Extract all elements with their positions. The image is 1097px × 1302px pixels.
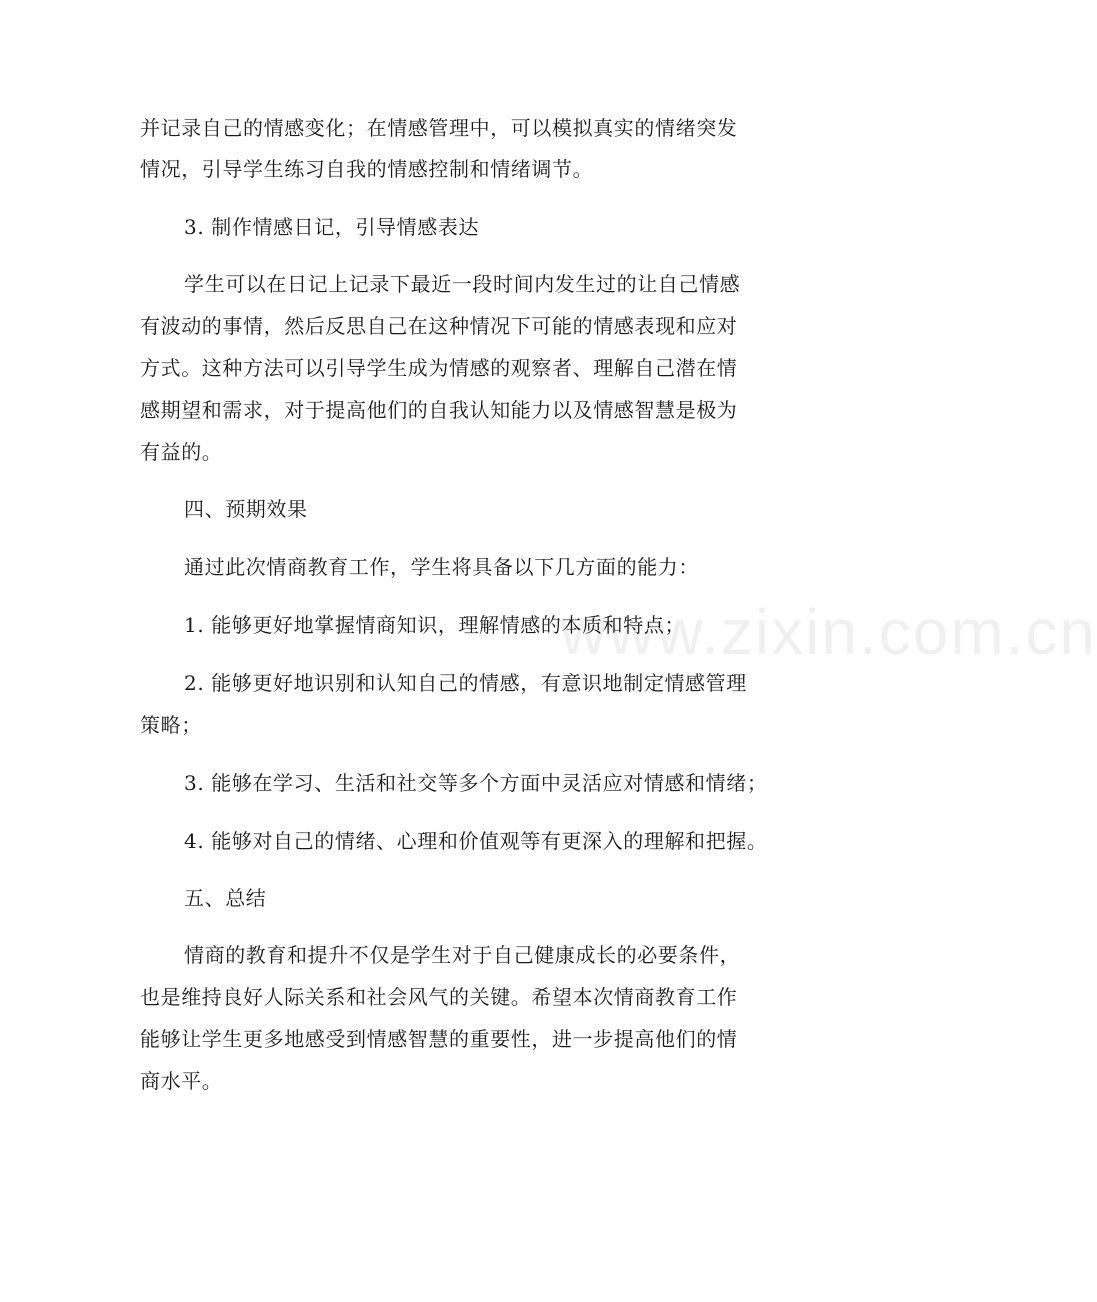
paragraph-line: 学生可以在日记上记录下最近一段时间内发生过的让自己情感: [184, 272, 741, 296]
paragraph-line: 商水平。: [140, 1069, 223, 1093]
list-item: 1. 能够更好地掌握情商知识，理解情感的本质和特点；: [184, 613, 686, 637]
subsection-heading: 3. 制作情感日记，引导情感表达: [184, 215, 480, 239]
list-item-continuation: 策略；: [140, 713, 202, 737]
paragraph-line: 情商的教育和提升不仅是学生对于自己健康成长的必要条件，: [184, 943, 741, 967]
paragraph-line: 通过此次情商教育工作，学生将具备以下几方面的能力：: [184, 555, 699, 579]
paragraph-line: 也是维持良好人际关系和社会风气的关键。希望本次情商教育工作: [140, 985, 738, 1009]
list-item: 2. 能够更好地识别和认知自己的情感，有意识地制定情感管理: [184, 671, 747, 695]
paragraph-line: 方式。这种方法可以引导学生成为情感的观察者、理解自己潜在情: [140, 356, 738, 380]
paragraph-line: 能够让学生更多地感受到情感智慧的重要性，进一步提高他们的情: [140, 1027, 738, 1051]
section-heading: 五、总结: [184, 886, 267, 910]
section-heading: 四、预期效果: [184, 497, 308, 521]
paragraph-line: 感期望和需求，对于提高他们的自我认知能力以及情感智慧是极为: [140, 398, 738, 422]
watermark: www.zixin.com.cn: [560, 596, 1097, 668]
list-item: 3. 能够在学习、生活和社交等多个方面中灵活应对情感和情绪；: [184, 771, 768, 795]
list-item: 4. 能够对自己的情绪、心理和价值观等有更深入的理解和把握。: [184, 829, 768, 853]
paragraph-line: 情况，引导学生练习自我的情感控制和情绪调节。: [140, 157, 594, 181]
paragraph-line: 有益的。: [140, 440, 223, 464]
paragraph-line: 有波动的事情，然后反思自己在这种情况下可能的情感表现和应对: [140, 314, 738, 338]
paragraph-line: 并记录自己的情感变化；在情感管理中，可以模拟真实的情绪突发: [140, 116, 738, 140]
